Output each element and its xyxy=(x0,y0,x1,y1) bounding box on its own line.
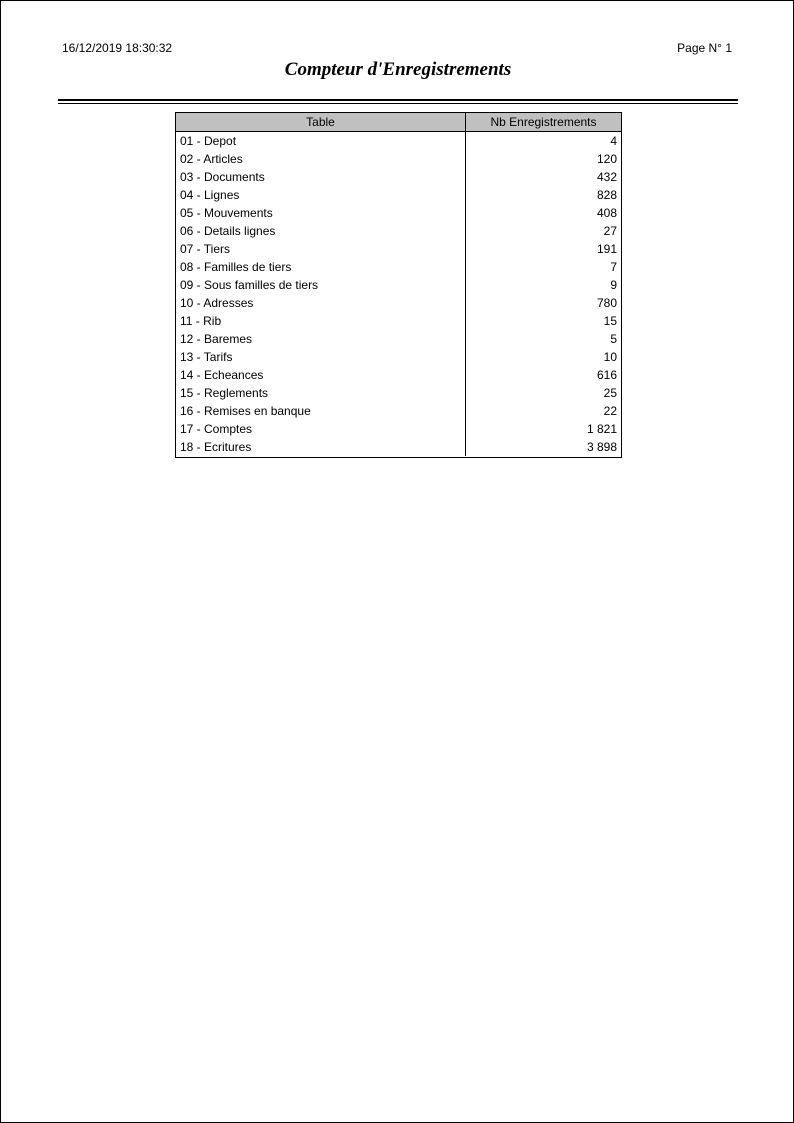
table-row xyxy=(176,384,621,402)
record-count-cell: 27 xyxy=(603,224,617,238)
table-row xyxy=(176,294,621,312)
record-count-cell: 408 xyxy=(596,206,617,220)
record-count-cell: 432 xyxy=(596,170,617,184)
table-row xyxy=(176,258,621,276)
table-name-cell: 14 - Echeances xyxy=(176,366,466,384)
table-body xyxy=(176,132,621,457)
table-name-cell: 04 - Lignes xyxy=(176,186,466,204)
record-count-table xyxy=(175,112,622,458)
record-count-cell: 25 xyxy=(603,386,617,400)
table-name-cell: 10 - Adresses xyxy=(176,294,466,312)
table-name-cell: 01 - Depot xyxy=(176,132,466,150)
table-row xyxy=(176,204,621,222)
table-row xyxy=(176,276,621,294)
record-count-cell: 828 xyxy=(596,188,617,202)
table-row xyxy=(176,186,621,204)
table-name-cell: 08 - Familles de tiers xyxy=(176,258,466,276)
table-row xyxy=(176,168,621,186)
table-row xyxy=(176,348,621,366)
table-name-cell: 02 - Articles xyxy=(176,150,466,168)
table-name-cell: 06 - Details lignes xyxy=(176,222,466,240)
table-header xyxy=(176,113,621,132)
table-row xyxy=(176,240,621,258)
record-count-cell: 120 xyxy=(596,152,617,166)
record-count-cell: 9 xyxy=(610,278,617,292)
table-row xyxy=(176,222,621,240)
record-count-cell: 10 xyxy=(603,350,617,364)
table-row xyxy=(176,366,621,384)
header-divider-thin xyxy=(58,103,738,104)
table-name-cell: 07 - Tiers xyxy=(176,240,466,258)
table-row xyxy=(176,330,621,348)
table-row xyxy=(176,438,621,456)
record-count-cell: 15 xyxy=(603,314,617,328)
record-count-cell: 5 xyxy=(610,332,617,346)
print-date: 16/12/2019 18:30:32 xyxy=(62,41,173,55)
table-row xyxy=(176,150,621,168)
table-name-cell: 15 - Reglements xyxy=(176,384,466,402)
header-divider-thick xyxy=(58,99,738,101)
record-count-cell: 616 xyxy=(596,368,617,382)
table-name-cell: 09 - Sous familles de tiers xyxy=(176,276,466,294)
record-count-cell: 1 821 xyxy=(586,422,617,436)
column-header-count: Nb Enregistrements xyxy=(490,115,597,129)
record-count-cell: 191 xyxy=(596,242,617,256)
column-header-table: Table xyxy=(176,113,466,131)
page-number: Page N° 1 xyxy=(677,41,732,55)
table-row xyxy=(176,312,621,330)
table-name-cell: 16 - Remises en banque xyxy=(176,402,466,420)
table-row xyxy=(176,132,621,150)
record-count-cell: 780 xyxy=(596,296,617,310)
record-count-cell: 4 xyxy=(610,134,617,148)
table-name-cell: 17 - Comptes xyxy=(176,420,466,438)
record-count-cell: 3 898 xyxy=(586,440,617,454)
report-title: Compteur d'Enregistrements xyxy=(284,59,512,80)
table-name-cell: 03 - Documents xyxy=(176,168,466,186)
table-row xyxy=(176,402,621,420)
table-name-cell: 12 - Baremes xyxy=(176,330,466,348)
table-name-cell: 13 - Tarifs xyxy=(176,348,466,366)
table-name-cell: 18 - Ecritures xyxy=(176,438,466,456)
table-name-cell: 05 - Mouvements xyxy=(176,204,466,222)
record-count-cell: 22 xyxy=(603,404,617,418)
record-count-cell: 7 xyxy=(610,260,617,274)
table-name-cell: 11 - Rib xyxy=(176,312,466,330)
table-row xyxy=(176,420,621,438)
